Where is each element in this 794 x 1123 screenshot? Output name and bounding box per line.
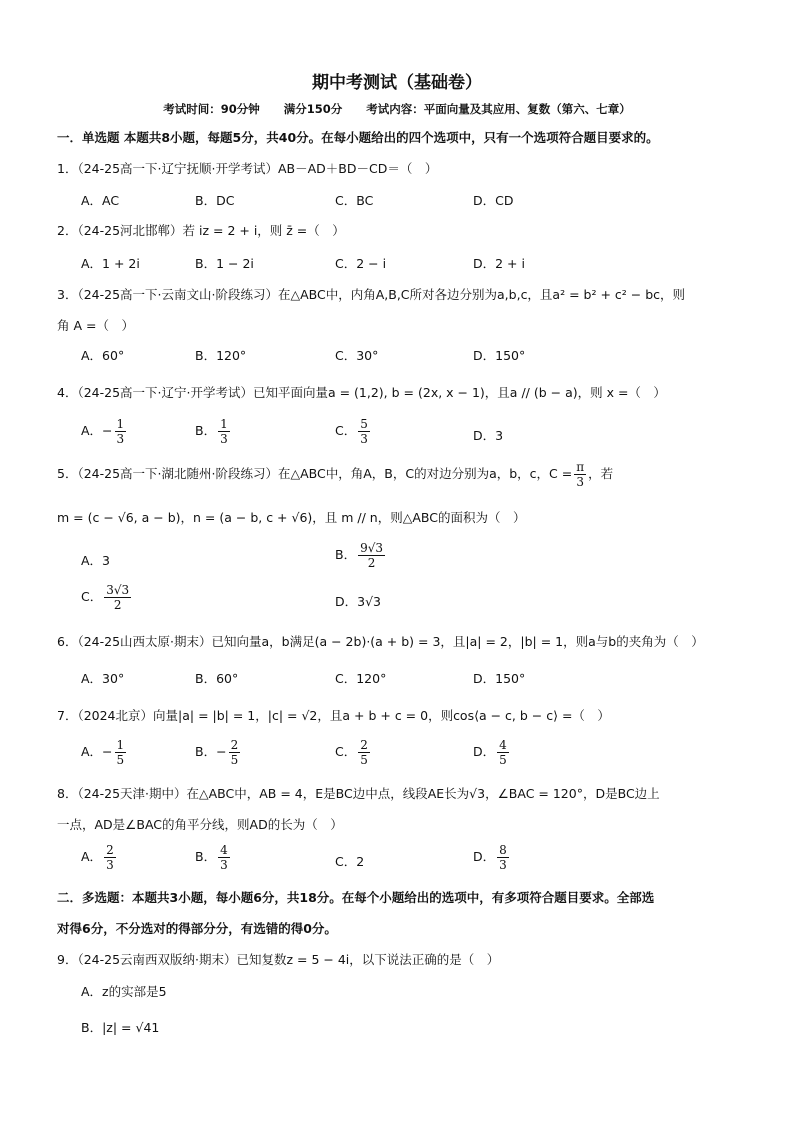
section-multi-choice-line1: 二．多选题：本题共3小题，每小题6分，共18分。在每个小题给出的选项中，有多项符合题目要求。全部选 <box>57 890 655 905</box>
question-4-option-b: B． $\frac{1}{3}$ <box>195 417 228 446</box>
question-9-option-a: A．z的实部是5 <box>81 984 167 999</box>
question-9-stem: 9．（24-25云南西双版纳·期末）已知复数z = 5 − 4i，以下说法正确的是（ ） <box>57 952 500 967</box>
question-2-option-b: B．1 − 2i <box>195 256 254 271</box>
question-3-option-d: D．150° <box>473 348 526 363</box>
question-3-stem-line1: 3．（24-25高一下·云南文山·阶段练习）在△ABC中，内角A,B,C所对各边分别为a,b,c，且a² = b² + c² − bc，则 <box>57 287 686 302</box>
question-8-option-a: A． $\frac{2}{3}$ <box>81 843 114 872</box>
question-2-option-d: D．2 + i <box>473 256 525 271</box>
question-4-option-a: A．− $\frac{1}{3}$ <box>81 417 125 446</box>
question-1-stem: 1．（24-25高一下·辽宁抚顺·开学考试）AB－AD＋BD－CD＝（ ） <box>57 161 438 176</box>
question-5-option-b: B． $\frac{9√3}{2}$ <box>335 541 383 570</box>
exam-score: 满分150分 <box>283 102 343 116</box>
question-8-option-d: D． $\frac{8}{3}$ <box>473 843 507 872</box>
question-3-option-b: B．120° <box>195 348 247 363</box>
question-7-option-d: D． $\frac{4}{5}$ <box>473 738 507 767</box>
question-1-option-b: B．DC <box>195 193 235 208</box>
question-5-option-a: A．3 <box>81 553 111 568</box>
question-2-option-c: C．2 − i <box>335 256 387 271</box>
question-3-option-a: A．60° <box>81 348 125 363</box>
page-title: 期中考测试（基础卷） <box>312 73 482 93</box>
question-8-stem-line2: 一点，AD是∠BAC的角平分线，则AD的长为（ ） <box>57 817 343 832</box>
question-8-stem-line1: 8．（24-25天津·期中）在△ABC中，AB = 4，E是BC边中点，线段AE长为√3，∠BAC = 120°，D是BC边上 <box>57 786 660 801</box>
question-1-option-c: C．BC <box>335 193 374 208</box>
question-7-option-c: C． $\frac{2}{5}$ <box>335 738 368 767</box>
question-7-option-b: B．− $\frac{2}{5}$ <box>195 738 239 767</box>
section-multi-choice-line2: 对得6分，不分选对的得部分分，有选错的得0分。 <box>57 921 337 936</box>
exam-info <box>0 101 794 117</box>
question-6-option-b: B．60° <box>195 671 239 686</box>
question-8-option-c: C．2 <box>335 854 365 869</box>
question-2-option-a: A．1 + 2i <box>81 256 140 271</box>
question-7-option-a: A．− $\frac{1}{5}$ <box>81 738 125 767</box>
section-single-choice: 一．单选题 本题共8小题，每题5分，共40分。在每小题给出的四个选项中，只有一个选项符合题目要求的。 <box>57 130 659 145</box>
question-2-stem: 2．（24-25河北邯郸）若 iz = 2 + i，则 z̄ =（ ） <box>57 223 345 238</box>
question-8-option-b: B． $\frac{4}{3}$ <box>195 843 228 872</box>
question-6-stem: 6．（24-25山西太原·期末）已知向量a，b满足(a − 2b)·(a + b) = 3，且|a| = 2，|b| = 1，则a与b的夹角为（ ） <box>57 634 704 649</box>
question-5-option-d: D．3√3 <box>335 594 381 609</box>
question-4-option-d: D．3 <box>473 428 504 443</box>
question-1-option-d: D．CD <box>473 193 514 208</box>
question-3-option-c: C．30° <box>335 348 379 363</box>
question-4-option-c: C． $\frac{5}{3}$ <box>335 417 368 446</box>
question-7-stem: 7．（2024北京）向量|a| = |b| = 1，|c| = √2，且a + b + c = 0，则cos⟨a − c, b − c⟩ =（ ） <box>57 708 610 723</box>
question-5-option-c: C． $\frac{3√3}{2}$ <box>81 583 130 612</box>
question-4-stem: 4．（24-25高一下·辽宁·开学考试）已知平面向量a = (1,2), b = (2x, x − 1)，且a // (b − a)，则 x =（ ） <box>57 385 666 400</box>
question-1-option-a: A．AC <box>81 193 120 208</box>
question-6-option-d: D．150° <box>473 671 526 686</box>
question-9-option-b: B．|z| = √41 <box>81 1020 160 1035</box>
question-5-stem-line2: m = (c − √6, a − b)，n = (a − b, c + √6)，且 m // n，则△ABC的面积为（ ） <box>57 510 526 525</box>
question-6-option-c: C．120° <box>335 671 387 686</box>
exam-duration: 考试时间：90分钟 <box>163 102 260 116</box>
question-6-option-a: A．30° <box>81 671 125 686</box>
exam-content: 考试内容：平面向量及其应用、复数（第六、七章） <box>366 102 631 116</box>
question-3-stem-line2: 角 A =（ ） <box>57 318 134 333</box>
question-5-stem-line1: 5．（24-25高一下·湖北随州·阶段练习）在△ABC中，角A，B，C的对边分别为a，b，c，C = $\frac{\pi}{3}$ ，若 <box>57 460 614 489</box>
